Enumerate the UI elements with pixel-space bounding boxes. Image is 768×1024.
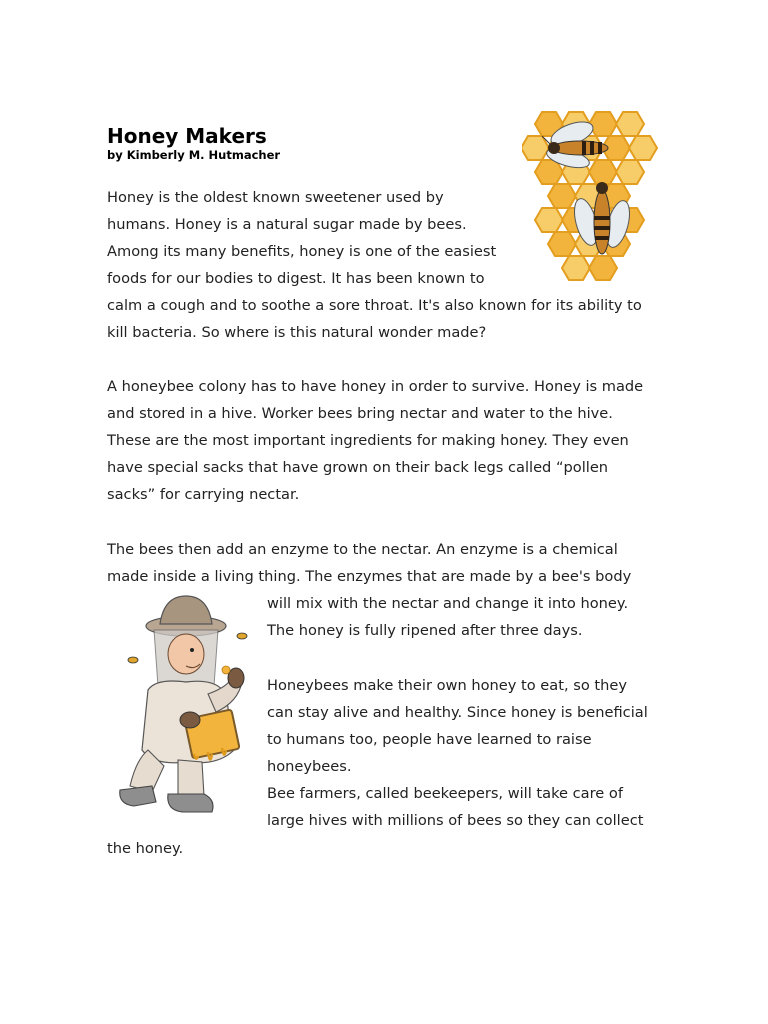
text-line: sacks” for carrying nectar.	[107, 486, 300, 503]
text-line: honeybees.	[267, 758, 352, 775]
document-title: Honey Makers	[107, 124, 267, 148]
text-line: the honey.	[107, 840, 184, 857]
beekeeper-icon	[108, 590, 260, 820]
text-line: The bees then add an enzyme to the nectar. An enzyme is a chemical	[107, 541, 618, 558]
text-line: large hives with millions of bees so they can collect	[267, 812, 644, 829]
text-line: A honeybee colony has to have honey in order to survive. Honey is made	[107, 378, 644, 395]
text-line: Honey is the oldest known sweetener used by	[107, 189, 444, 206]
text-line: foods for our bodies to digest. It has been known to	[107, 270, 485, 287]
text-line: The honey is fully ripened after three days.	[267, 622, 583, 639]
honeycomb-bees-icon	[522, 104, 658, 282]
text-line: calm a cough and to soothe a sore throat. It's also known for its ability to	[107, 297, 642, 314]
text-line: will mix with the nectar and change it into honey.	[267, 595, 629, 612]
text-line: can stay alive and healthy. Since honey is beneficial	[267, 704, 648, 721]
text-line: Bee farmers, called beekeepers, will take care of	[267, 785, 623, 802]
text-line: These are the most important ingredients for making honey. They even	[107, 432, 629, 449]
text-line: and stored in a hive. Worker bees bring nectar and water to the hive.	[107, 405, 613, 422]
document-byline: by Kimberly M. Hutmacher	[107, 148, 281, 162]
text-line: Honeybees make their own honey to eat, so they	[267, 677, 627, 694]
text-line: to humans too, people have learned to raise	[267, 731, 592, 748]
text-line: humans. Honey is a natural sugar made by bees.	[107, 216, 467, 233]
text-line: kill bacteria. So where is this natural wonder made?	[107, 324, 487, 341]
text-line: made inside a living thing. The enzymes that are made by a bee's body	[107, 568, 632, 585]
text-line: have special sacks that have grown on their back legs called “pollen	[107, 459, 609, 476]
text-line: Among its many benefits, honey is one of the easiest	[107, 243, 497, 260]
